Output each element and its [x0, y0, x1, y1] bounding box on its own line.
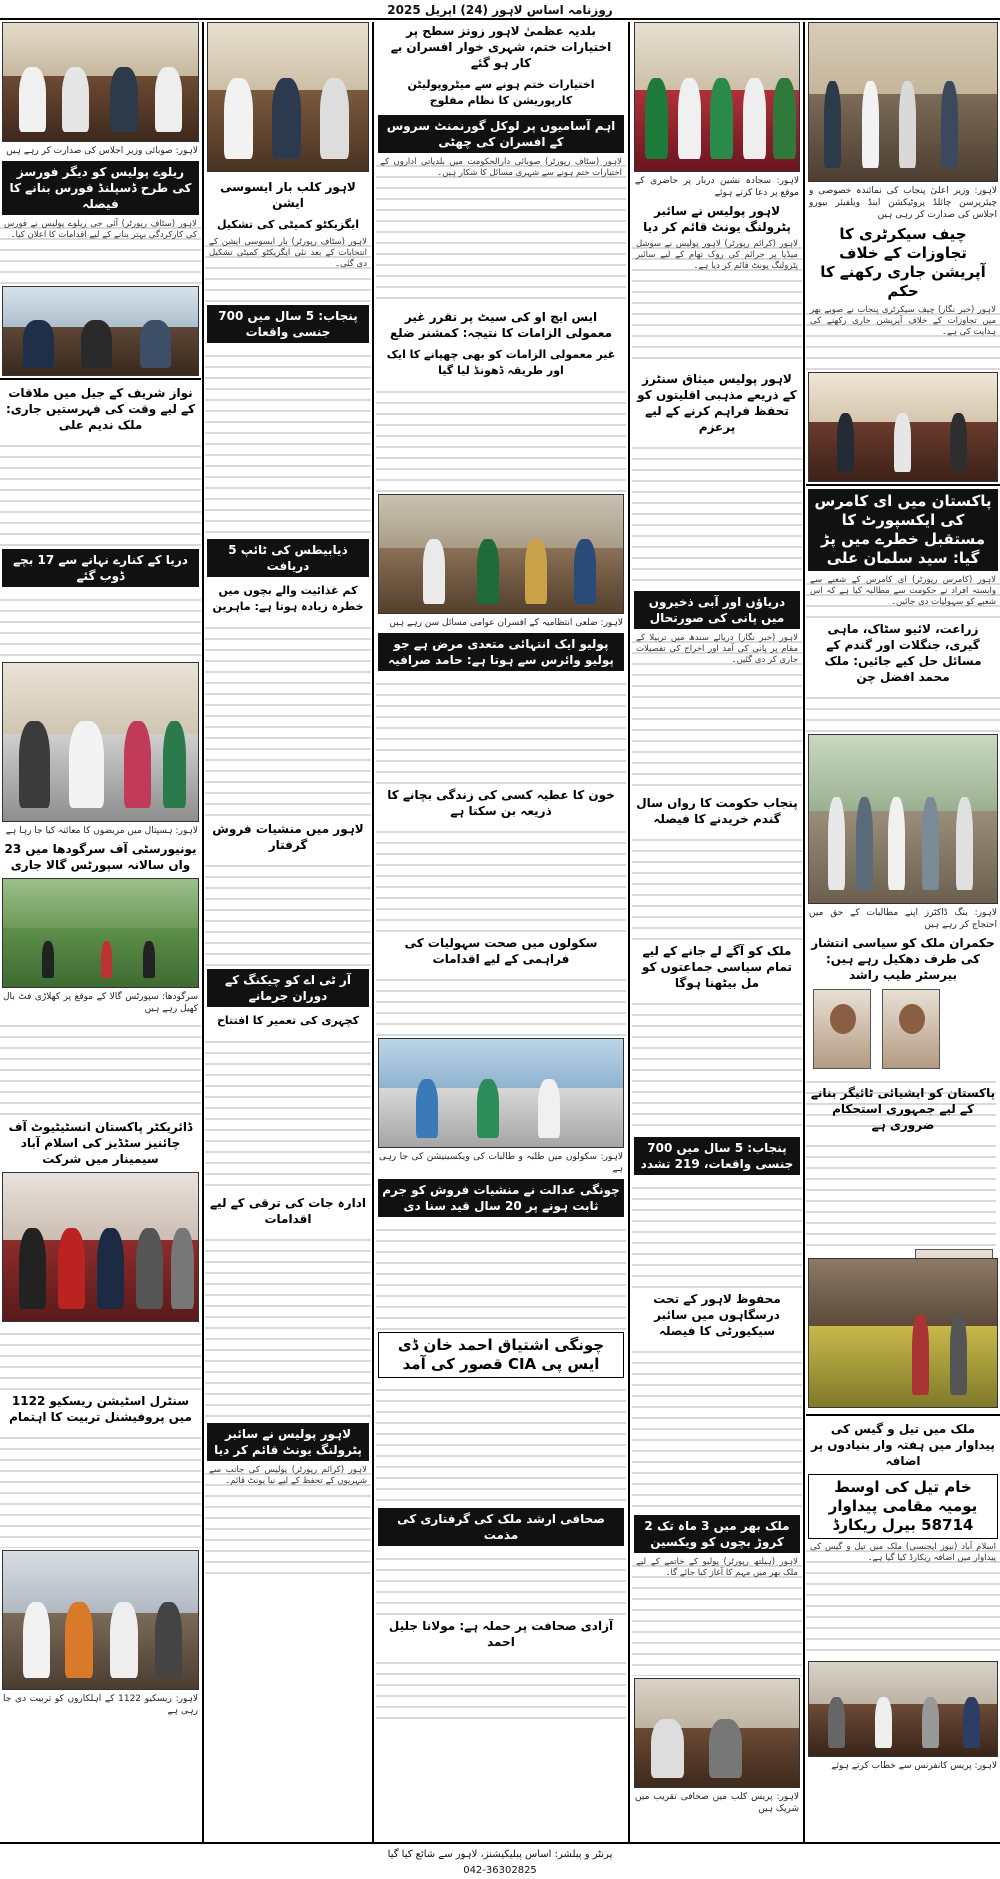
- article-body: لاہور (سٹاف رپورٹر) آئی جی ریلوے پولیس نے فورس کی کارکردگی بہتر بنانے کے لیے اقدامات کا اعلان کیا۔: [0, 218, 201, 284]
- article-body: [0, 1016, 201, 1116]
- article-body: [376, 970, 626, 1036]
- footer: [0, 1842, 1000, 1879]
- headline: ادارہ جات کی ترقی کے لیے اقدامات: [210, 1196, 366, 1226]
- headline-inverse: پنجاب: 5 سال میں 700 جنسی واقعات، 219 تشدد: [634, 1137, 800, 1175]
- headline: غیر معمولی الزامات کو بھی چھپانے کا ایک اور طریقہ ڈھونڈ لیا گیا: [386, 348, 616, 377]
- headline-inverse: پولیو ایک انتہائی متعدی مرض ہے جو پولیو وائرس سے ہوتا ہے: حامد صرافیہ: [378, 633, 624, 671]
- headline: ایگزیکٹو کمیٹی کی تشکیل: [217, 218, 359, 231]
- column-rule: [628, 22, 630, 1842]
- photo-press-club: [634, 1678, 800, 1788]
- photo-rescue-training: [2, 1550, 199, 1690]
- headline: پنجاب حکومت کا رواں سال گندم خریدنے کا فیصلہ: [636, 796, 798, 826]
- headline: آزادی صحافت پر حملہ ہے: مولانا جلیل احمد: [388, 1619, 614, 1649]
- headline-inverse: ریلوے پولیس کو دیگر فورسز کی طرح ڈسپلنڈ فورس بنانے کا فیصلہ: [2, 161, 199, 215]
- article-body: [205, 1230, 371, 1420]
- column-1: [806, 20, 1000, 1842]
- column-rule: [202, 22, 204, 1842]
- headline: لاہور پولیس نے سائبر پٹرولنگ یونٹ قائم کر دیا: [643, 204, 791, 234]
- article-body: لاہور (کامرس رپورٹر) ای کامرس کے شعبے سے وابستہ افراد نے حکومت سے مطالبہ کیا ہے کہ اس شعبے کو سہولیات دی جائیں۔: [806, 574, 1000, 618]
- photo-caption: لاہور: ینگ ڈاکٹرز اپنے مطالبات کے حق میں احتجاج کر رہے ہیں: [809, 908, 997, 930]
- headline: بلدیہ عظمیٰ لاہور زونز سطح پر اختیارات ختم، شہری خوار افسران بے کار ہو گئے: [390, 24, 612, 70]
- photo-protest: [808, 734, 998, 904]
- article-body: لاہور (کرائم رپورٹر) پولیس کی جانب سے شہریوں کے تحفظ کے لیے نیا یونٹ قائم۔: [205, 1464, 371, 1574]
- article-body: لاہور (خبر نگار) چیف سیکرٹری پنجاب نے صوبے بھر میں تجاوزات کے خلاف آپریشن جاری رکھنے کی ہدایت کی ہے۔: [806, 304, 1000, 370]
- headline: نواز شریف کے جیل میں ملاقات کے لیے وقت کی فہرستیں جاری: ملک ندیم علی: [5, 386, 196, 432]
- photo-caption: لاہور: ضلعی انتظامیہ کے افسران عوامی مسائل سن رہے ہیں: [389, 618, 623, 628]
- column-3: [376, 20, 626, 1842]
- headline: لاہور میں منشیات فروش گرفتار: [212, 822, 364, 852]
- footer-phone: 042-36302825: [463, 1865, 537, 1876]
- headline: خون کا عطیہ کسی کی زندگی بچانے کا ذریعہ بن سکتا ہے: [387, 788, 615, 818]
- headline-inverse: ذیابیطس کی ٹائپ 5 دریافت: [207, 539, 369, 577]
- headline-inverse: لاہور پولیس نے سائبر پٹرولنگ یونٹ قائم کر دیا: [207, 1423, 369, 1461]
- article-body: [205, 618, 371, 818]
- article-body: لاہور (سٹاف رپورٹر) بار ایسوسی ایشن کے انتخابات کے بعد نئی ایگزیکٹو کمیٹی تشکیل دی گئی۔: [205, 236, 371, 302]
- column-rule: [803, 22, 805, 1842]
- article-body: [0, 1428, 201, 1548]
- headline-inverse: اہم آسامیوں پر لوکل گورنمنٹ سروس کے افسران کی چھٹی: [378, 115, 624, 153]
- photo-office-meeting: [207, 22, 369, 172]
- photo-caption: لاہور: سجادہ نشین دربار پر حاضری کے موقع پر دعا کرتے ہوئے: [635, 176, 799, 198]
- article-body: [376, 674, 626, 784]
- headline: چیف سیکرٹری کا تجاوزات کے خلاف آپریشن جاری رکھنے کا حکم: [820, 225, 986, 300]
- article-body: [806, 1136, 996, 1246]
- headline: چونگی اشتیاق احمد خان ڈی ایس پی CIA قصور کی آمد: [378, 1332, 624, 1378]
- article-body: [632, 994, 802, 1134]
- article-body: [0, 1324, 201, 1390]
- headline: لاہور کلب بار ایسوسی ایشن: [220, 180, 356, 210]
- photo-minister-meeting: [2, 22, 199, 142]
- photo-caption: سرگودھا: سپورٹس گالا کے موقع پر کھلاڑی فٹ بال کھیل رہے ہیں: [3, 992, 198, 1014]
- photo-caption: لاہور: سکولوں میں طلبہ و طالبات کی ویکسینیشن کی جا رہی ہے: [379, 1152, 623, 1174]
- portrait: [882, 989, 940, 1069]
- headline-inverse: ملک بھر میں 3 ماہ تک 2 کروڑ بچوں کو ویکسین: [634, 1515, 800, 1553]
- headline: اختیارات ختم ہونے سے میٹروپولیٹن کارپوریشن کا نظام مفلوج: [407, 78, 595, 107]
- article-body: لاہور (خبر نگار) دریائے سندھ میں تربیلا کے مقام پر پانی کی آمد اور اخراج کی تفصیلات جاری کر دی گئیں۔: [632, 632, 802, 792]
- article-body: [0, 436, 201, 546]
- photo-officials-desk: [2, 286, 199, 376]
- photo-market: [808, 1258, 998, 1408]
- photo-caption: لاہور: ہسپتال میں مریضوں کا معائنہ کیا جا رہا ہے: [5, 826, 198, 836]
- headline: زراعت، لائیو سٹاک، ماہی گیری، جنگلات اور گندم کے مسائل حل کیے جائیں: ملک محمد افضل چن: [824, 622, 982, 684]
- article-body: [376, 1220, 626, 1330]
- headline-inverse: صحافی ارشد ملک کی گرفتاری کی مذمت: [378, 1508, 624, 1546]
- headline: یونیورسٹی آف سرگودھا میں 23 واں سالانہ سپورٹس گالا جاری: [4, 842, 197, 872]
- headline: حکمران ملک کو سیاسی انتشار کی طرف دھکیل رہے ہیں: بیرسٹر طیب راشد: [811, 936, 995, 982]
- photo-seminar: [2, 1172, 199, 1322]
- article-body: [632, 830, 802, 940]
- headline: ڈائریکٹر پاکستان انسٹیٹیوٹ آف چائنیز سٹڈیز کی اسلام آباد سیمینار میں شرکت: [8, 1120, 193, 1166]
- headline-inverse: آر ٹی اے کو چیکنگ کے دوران جرمانے: [207, 969, 369, 1007]
- article-body: [205, 1032, 371, 1192]
- article-body: [632, 1178, 802, 1288]
- photo-hospital: [2, 662, 199, 822]
- headline-inverse: پنجاب: 5 سال میں 700 جنسی واقعات: [207, 305, 369, 343]
- article-body: لاہور (کرائم رپورٹر) لاہور پولیس نے سوشل میڈیا پر جرائم کی روک تھام کے لیے سائبر پٹرولنگ یونٹ قائم کر دیا ہے۔: [632, 238, 802, 368]
- photo-officials: [808, 372, 998, 482]
- headline: لاہور پولیس میثاق سنٹرز کے ذریعے مذہبی اقلیتوں کو تحفظ فراہم کرنے کے لیے پرعزم: [637, 372, 797, 434]
- article-body: [376, 1653, 626, 1719]
- article-body: [205, 856, 371, 966]
- photo-caption: لاہور: ریسکیو 1122 کے اہلکاروں کو تربیت دی جا رہی ہے: [3, 1694, 199, 1716]
- article-body: لاہور (ہیلتھ رپورٹر) پولیو کے خاتمے کے لیے ملک بھر میں مہم کا آغاز کیا جائے گا۔: [632, 1556, 802, 1676]
- headline: کم غذائیت والے بچوں میں خطرہ زیادہ ہوتا ہے: ماہرین: [212, 584, 364, 613]
- headline-inverse: دریا کے کنارے نہانے سے 17 بچے ڈوب گئے: [2, 549, 199, 587]
- article-body: [806, 688, 1000, 732]
- headline: کچہری کی تعمیر کا افتتاح: [216, 1014, 360, 1027]
- article-body: [376, 1380, 626, 1505]
- portrait: [813, 989, 871, 1069]
- article-body: [205, 346, 371, 536]
- headline: ملک میں تیل و گیس کی پیداوار میں ہفتہ وار بنیادوں پر اضافہ: [811, 1422, 995, 1468]
- photo-press-conference: [808, 1661, 998, 1757]
- photo-caption: لاہور: صوبائی وزیر اجلاس کی صدارت کر رہے ہیں: [6, 146, 198, 156]
- column-2: [632, 20, 802, 1842]
- photo-vaccination: [378, 1038, 624, 1148]
- photo-officials-visit: [378, 494, 624, 614]
- article-body: [632, 1342, 802, 1512]
- photo-caption: لاہور: پریس کانفرنس سے خطاب کرتے ہوئے: [831, 1761, 997, 1771]
- headline: ایس ایچ او کی سیٹ پر تقرر غیر معمولی الزامات کا نتیجہ: کمشنر ضلع: [389, 310, 613, 340]
- column-4: [205, 20, 371, 1842]
- photo-shrine-prayer: [634, 22, 800, 172]
- article-body: [0, 590, 201, 660]
- photo-football: [2, 878, 199, 988]
- column-5: [0, 20, 201, 1842]
- headline: خام تیل کی اوسط یومیہ مقامی پیداوار 58714 بیرل ریکارڈ: [808, 1474, 998, 1539]
- headline-inverse: دریاؤں اور آبی ذخیروں میں پانی کی صورتحال: [634, 591, 800, 629]
- article-body: [632, 438, 802, 588]
- article-body: لاہور (سٹاف رپورٹر) صوبائی دارالحکومت میں بلدیاتی اداروں کے اختیارات ختم ہونے سے شہری مسائل کا شکار ہیں۔: [376, 156, 626, 306]
- photo-meeting: [808, 22, 998, 182]
- headline: سنٹرل اسٹیشن ریسکیو 1122 میں پروفیشنل تربیت کا اہتمام: [9, 1394, 192, 1424]
- headline: ملک کو آگے لے جانے کے لیے تمام سیاسی جماعتوں کو مل بیٹھنا ہوگا: [641, 944, 793, 990]
- headline: پاکستان کو ایشیائی ٹائیگر بنانے کے لیے جمہوری استحکام ضروری ہے: [810, 1086, 996, 1132]
- footer-publisher: پرنٹر و پبلشر: اساس پبلیکیشنز، لاہور سے شائع کیا گیا: [387, 1849, 613, 1860]
- article-body: [376, 822, 626, 932]
- article-body: اسلام آباد (نیوز ایجنسی) ملک میں تیل و گیس کی پیداوار میں اضافہ ریکارڈ کیا گیا ہے۔: [806, 1541, 1000, 1659]
- article-body: [376, 382, 626, 492]
- headline: محفوظ لاہور کے تحت درسگاہوں میں سائبر سیکیورٹی کا فیصلہ: [653, 1292, 781, 1338]
- headline-inverse: پاکستان میں ای کامرس کی ایکسپورٹ کا مستقبل خطرے میں پڑ گیا: سید سلمان علی: [808, 489, 998, 571]
- column-rule: [372, 22, 374, 1842]
- photo-caption: لاہور: پریس کلب میں صحافی تقریب میں شریک ہیں: [635, 1792, 799, 1814]
- article-body: [376, 1549, 626, 1615]
- photo-caption: لاہور: وزیر اعلیٰ پنجاب کی نمائندہ خصوصی و چیئرپرسن چائلڈ پروٹیکشن اینڈ ویلفیئر بیورو اجلاس کی صدارت کر رہی ہیں: [809, 186, 997, 220]
- headline-inverse: چونگی عدالت نے منشیات فروش کو جرم ثابت ہونے پر 20 سال قید سنا دی: [378, 1179, 624, 1217]
- photo-caption: [806, 1410, 1000, 1412]
- masthead: روزنامہ اساس لاہور (24) اپریل 2025: [0, 0, 1000, 20]
- headline: سکولوں میں صحت سہولیات کی فراہمی کے لیے اقدامات: [404, 936, 598, 966]
